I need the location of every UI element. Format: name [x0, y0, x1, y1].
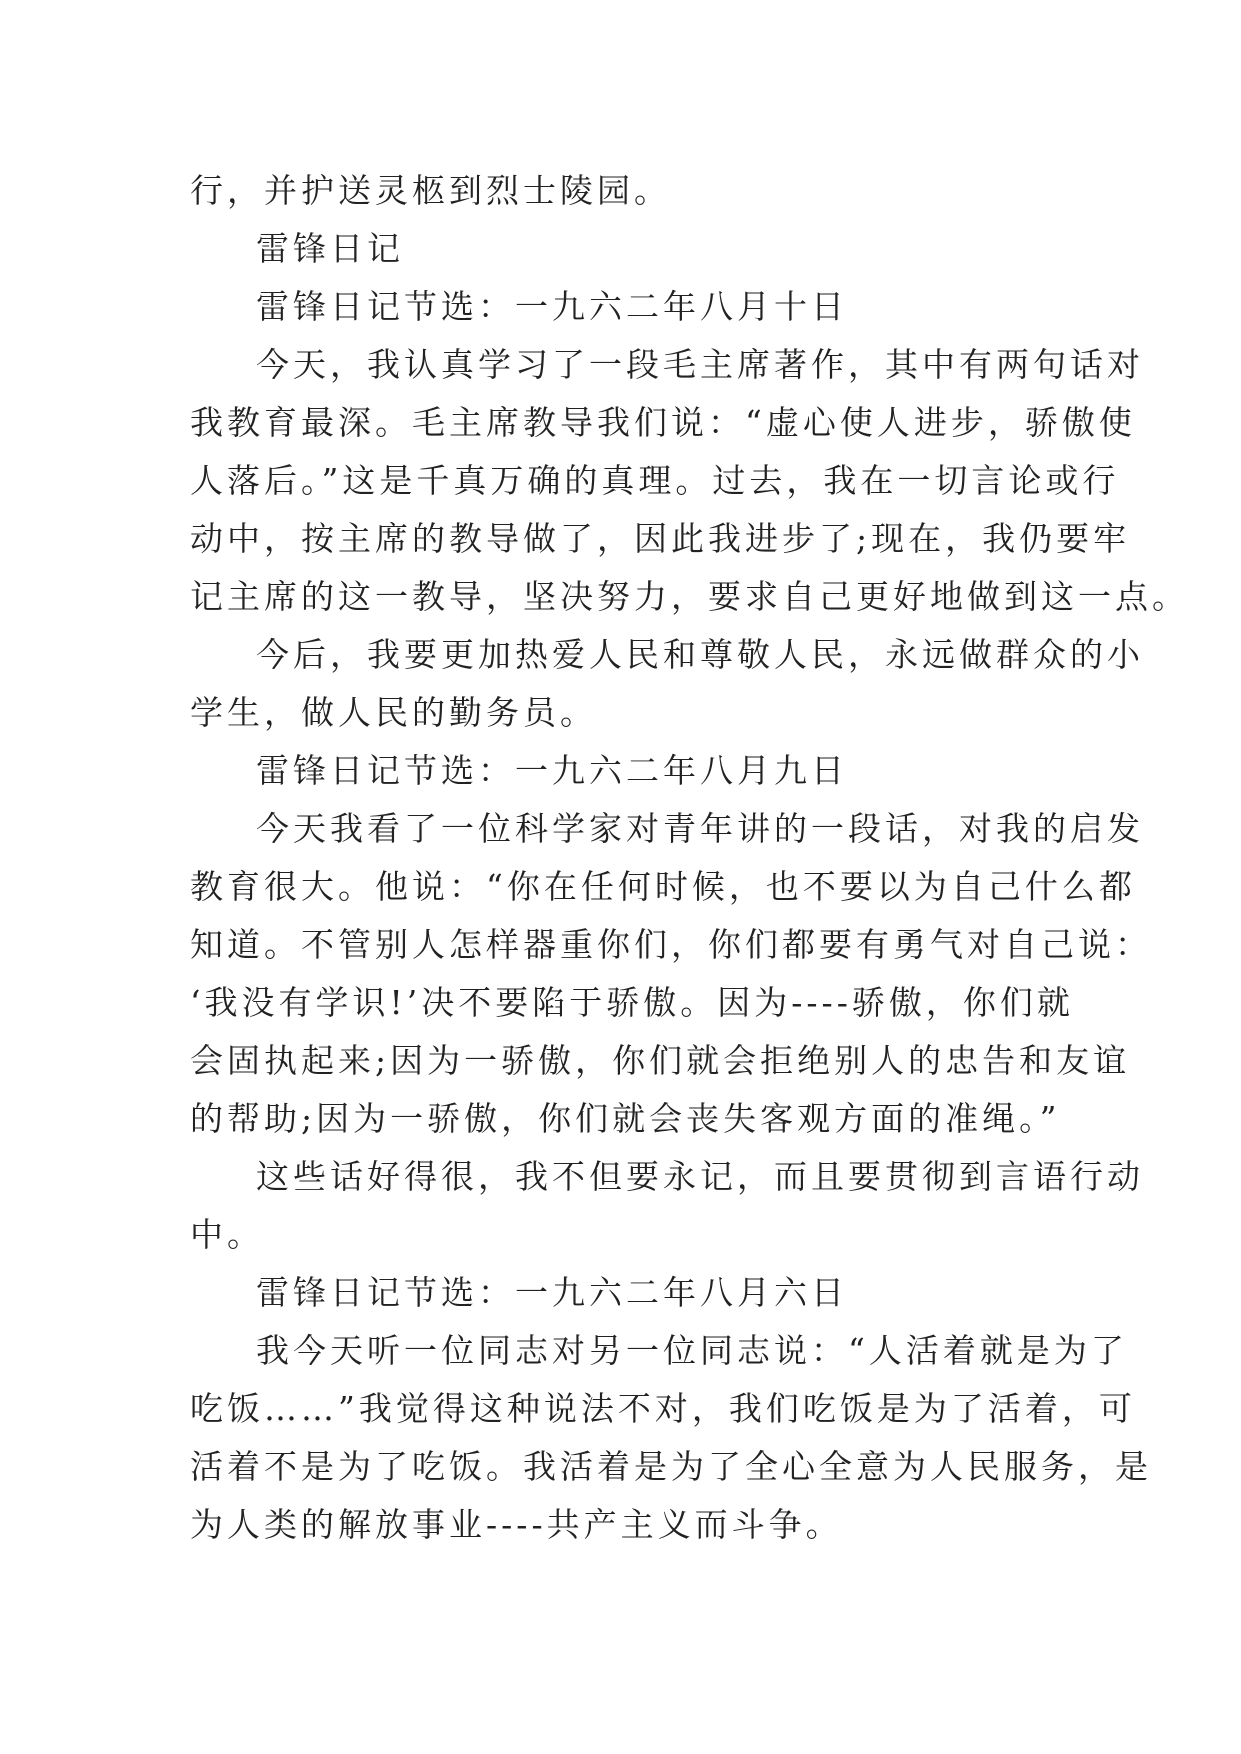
text-line: 中。: [190, 1215, 264, 1254]
text-line: 的帮助;因为一骄傲，你们就会丧失客观方面的准绳。”: [190, 1099, 1061, 1138]
text-line: 今天我看了一位科学家对青年讲的一段话，对我的启发: [256, 809, 1144, 848]
text-line: 学生，做人民的勤务员。: [190, 693, 597, 732]
text-line: 教育很大。他说：“你在任何时候，也不要以为自己什么都: [190, 867, 1136, 906]
text-line: 我教育最深。毛主席教导我们说：“虚心使人进步，骄傲使: [190, 403, 1136, 442]
text-line: 今天，我认真学习了一段毛主席著作，其中有两句话对: [256, 345, 1144, 384]
text-line: 人落后。”这是千真万确的真理。过去，我在一切言论或行: [190, 461, 1120, 500]
text-line: 会固执起来;因为一骄傲，你们就会拒绝别人的忠告和友谊: [190, 1041, 1131, 1080]
text-line: 这些话好得很，我不但要永记，而且要贯彻到言语行动: [256, 1157, 1144, 1196]
text-line: 今后，我要更加热爱人民和尊敬人民，永远做群众的小: [256, 635, 1144, 674]
text-line: 我今天听一位同志对另一位同志说：“人活着就是为了: [256, 1331, 1128, 1370]
text-line: 动中，按主席的教导做了，因此我进步了;现在，我仍要牢: [190, 519, 1131, 558]
text-line: 行，并护送灵柩到烈士陵园。: [190, 171, 671, 210]
text-line: 雷锋日记节选：一九六二年八月九日: [256, 751, 848, 790]
text-line: ‘我没有学识!’决不要陷于骄傲。因为----骄傲，你们就: [190, 983, 1074, 1022]
text-line: 雷锋日记节选：一九六二年八月十日: [256, 287, 848, 326]
document-body: [190, 162, 1189, 1554]
text-line: 为人类的解放事业----共产主义而斗争。: [190, 1505, 843, 1544]
text-line: 知道。不管别人怎样器重你们，你们都要有勇气对自己说：: [190, 925, 1152, 964]
text-line: 活着不是为了吃饭。我活着是为了全心全意为人民服务，是: [190, 1447, 1152, 1486]
text-line: 雷锋日记: [256, 229, 404, 268]
text-line: 记主席的这一教导，坚决努力，要求自己更好地做到这一点。: [190, 577, 1189, 616]
text-line: 吃饭……”我觉得这种说法不对，我们吃饭是为了活着，可: [190, 1389, 1136, 1428]
text-line: 雷锋日记节选：一九六二年八月六日: [256, 1273, 848, 1312]
